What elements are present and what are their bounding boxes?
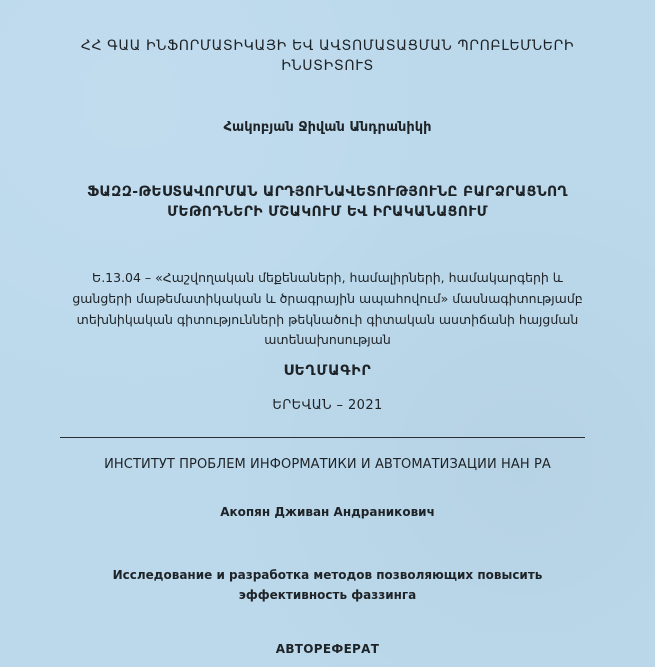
dissertation-title-armenian-line2: ՄԵԹՈԴՆԵՐԻ ՄՇԱԿՈՒՄ ԵՎ ԻՐԱԿԱՆԱՑՈՒՄ	[167, 204, 488, 220]
specialty-armenian-line2: ցանցերի մաթեմատիկական և ծրագրային ապահովում» մասնագիտությամբ	[72, 291, 583, 306]
dissertation-title-russian-line1: Исследование и разработка методов позволяющих повысить	[112, 568, 543, 582]
specialty-armenian-line3: տեխնիկական գիտությունների թեկնածուի գիտական աստիճանի հայցման	[76, 312, 579, 327]
document-type-armenian: ՍԵՂՄԱԳԻՐ	[283, 363, 372, 379]
dissertation-title-armenian-line1: ՖԱԶԶ-ԹԵՍՏԱՎՈՐՄԱՆ ԱՐԴՅՈՒՆԱՎԵՏՈՒԹՅՈՒՆԸ ԲԱՐՁՐԱՑՆՈՂ	[87, 184, 568, 200]
institute-name-armenian-line2: ԻՆՍՏԻՏՈՒՏ	[281, 58, 374, 74]
city-year-armenian: ԵՐԵՎԱՆ – 2021	[272, 398, 383, 413]
dissertation-title-russian-line2: эффективность фаззинга	[238, 588, 417, 602]
institute-name-russian: ИНСТИТУТ ПРОБЛЕМ ИНФОРМАТИКИ И АВТОМАТИЗАЦИИ НАН РА	[104, 457, 551, 472]
specialty-armenian-line1: Ե.13.04 – «Հաշվողական մեքենաների, համալիրների, համակարգերի և	[92, 270, 563, 285]
author-name-russian: Акопян Дживан Андраникович	[220, 505, 435, 519]
section-divider	[60, 437, 585, 438]
specialty-armenian-line4: ատենախոսության	[264, 332, 391, 347]
author-name-armenian: Հակոբյան Ջիվան Անդրանիկի	[223, 120, 432, 135]
institute-name-armenian-line1: ՀՀ ԳԱԱ ԻՆՖՈՐՄԱՏԻԿԱՅԻ ԵՎ ԱՎՏՈՄԱՏԱՑՄԱՆ ՊՐՈԲԼԵՄՆԵՐԻ	[80, 38, 575, 54]
document-type-russian: АВТОРЕФЕРАТ	[275, 642, 380, 656]
